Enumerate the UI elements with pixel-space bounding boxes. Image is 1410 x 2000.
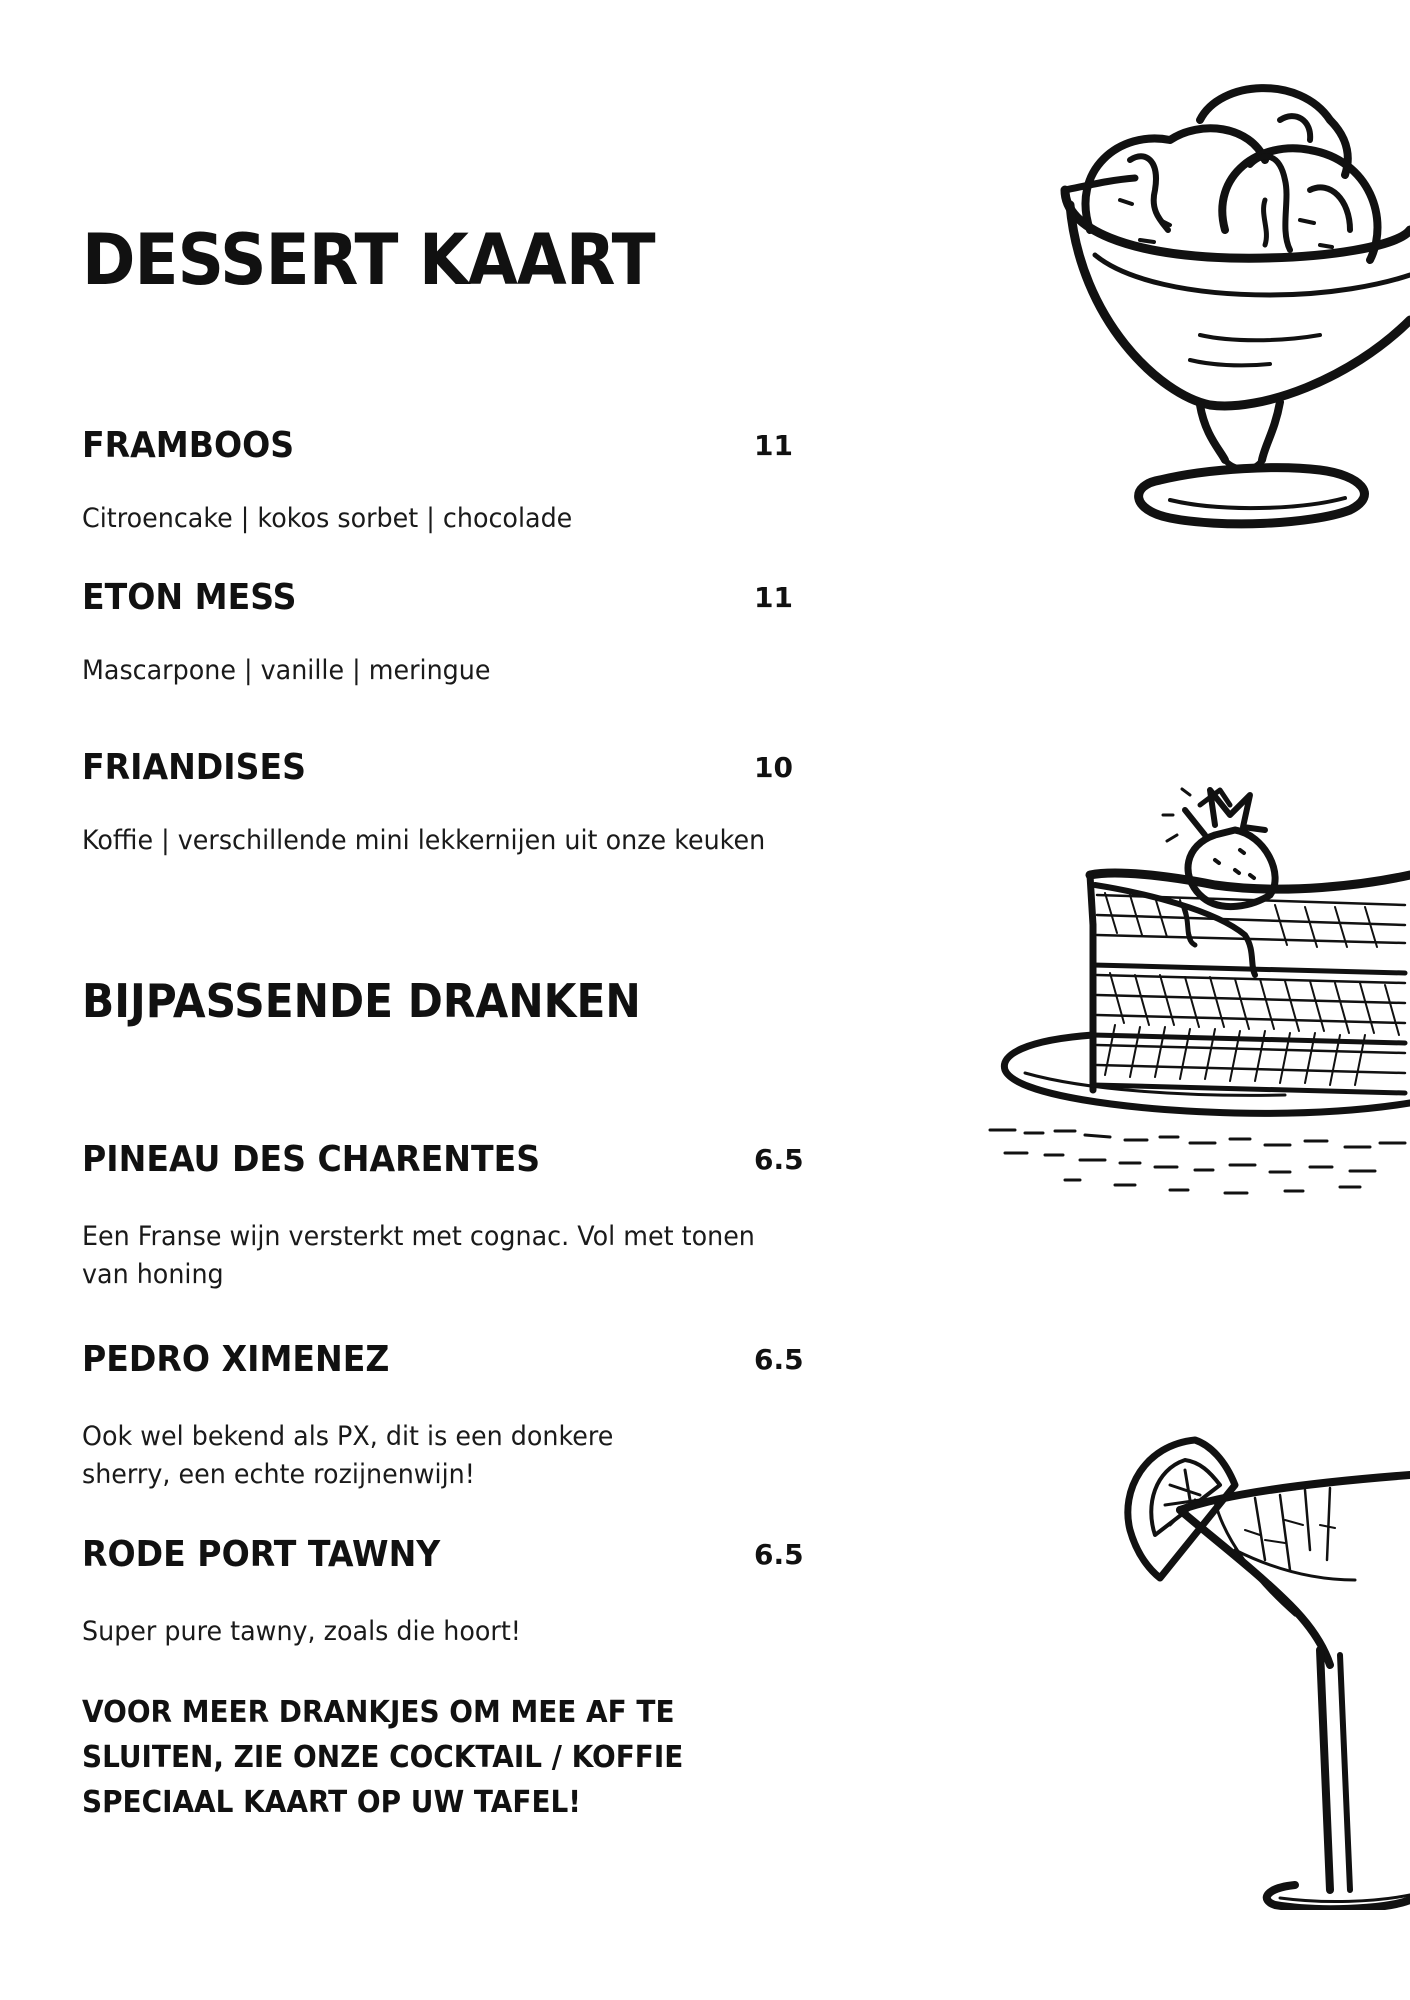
footer-note: VOOR MEER DRANKJES OM MEE AF TE SLUITEN, ZIE ONZE COCKTAIL / KOFFIE SPECIAAL KAART OP UW TAFEL! [82,1695,684,1820]
page-title: DESSERT KAART [82,219,655,301]
item-price: 11 [754,429,793,462]
item-name: FRAMBOOS [82,425,295,466]
item-name: FRIANDISES [82,747,306,788]
item-description: Citroencake | kokos sorbet | chocolade [82,503,573,534]
item-price: 10 [754,751,793,784]
item-name: RODE PORT TAWNY [82,1534,441,1575]
item-description: Ook wel bekend als PX, dit is een donkere sherry, een echte rozijnenwijn! [82,1421,614,1490]
item-price: 6.5 [754,1538,804,1571]
item-name: ETON MESS [82,577,297,618]
item-description: Mascarpone | vanille | meringue [82,655,491,686]
drinks-section-title: BIJPASSENDE DRANKEN [82,974,641,1028]
cocktail-glass-icon [1115,1430,1410,1910]
ice-cream-bowl-icon [1050,80,1410,580]
item-description: Koffie | verschillende mini lekkernijen uit onze keuken [82,825,766,856]
item-description: Super pure tawny, zoals die hoort! [82,1616,521,1647]
item-description: Een Franse wijn versterkt met cognac. Vol met tonen van honing [82,1221,755,1290]
layer-cake-icon [985,735,1410,1210]
item-price: 6.5 [754,1143,804,1176]
item-price: 11 [754,581,793,614]
item-price: 6.5 [754,1343,804,1376]
item-name: PEDRO XIMENEZ [82,1339,390,1380]
item-name: PINEAU DES CHARENTES [82,1139,541,1180]
